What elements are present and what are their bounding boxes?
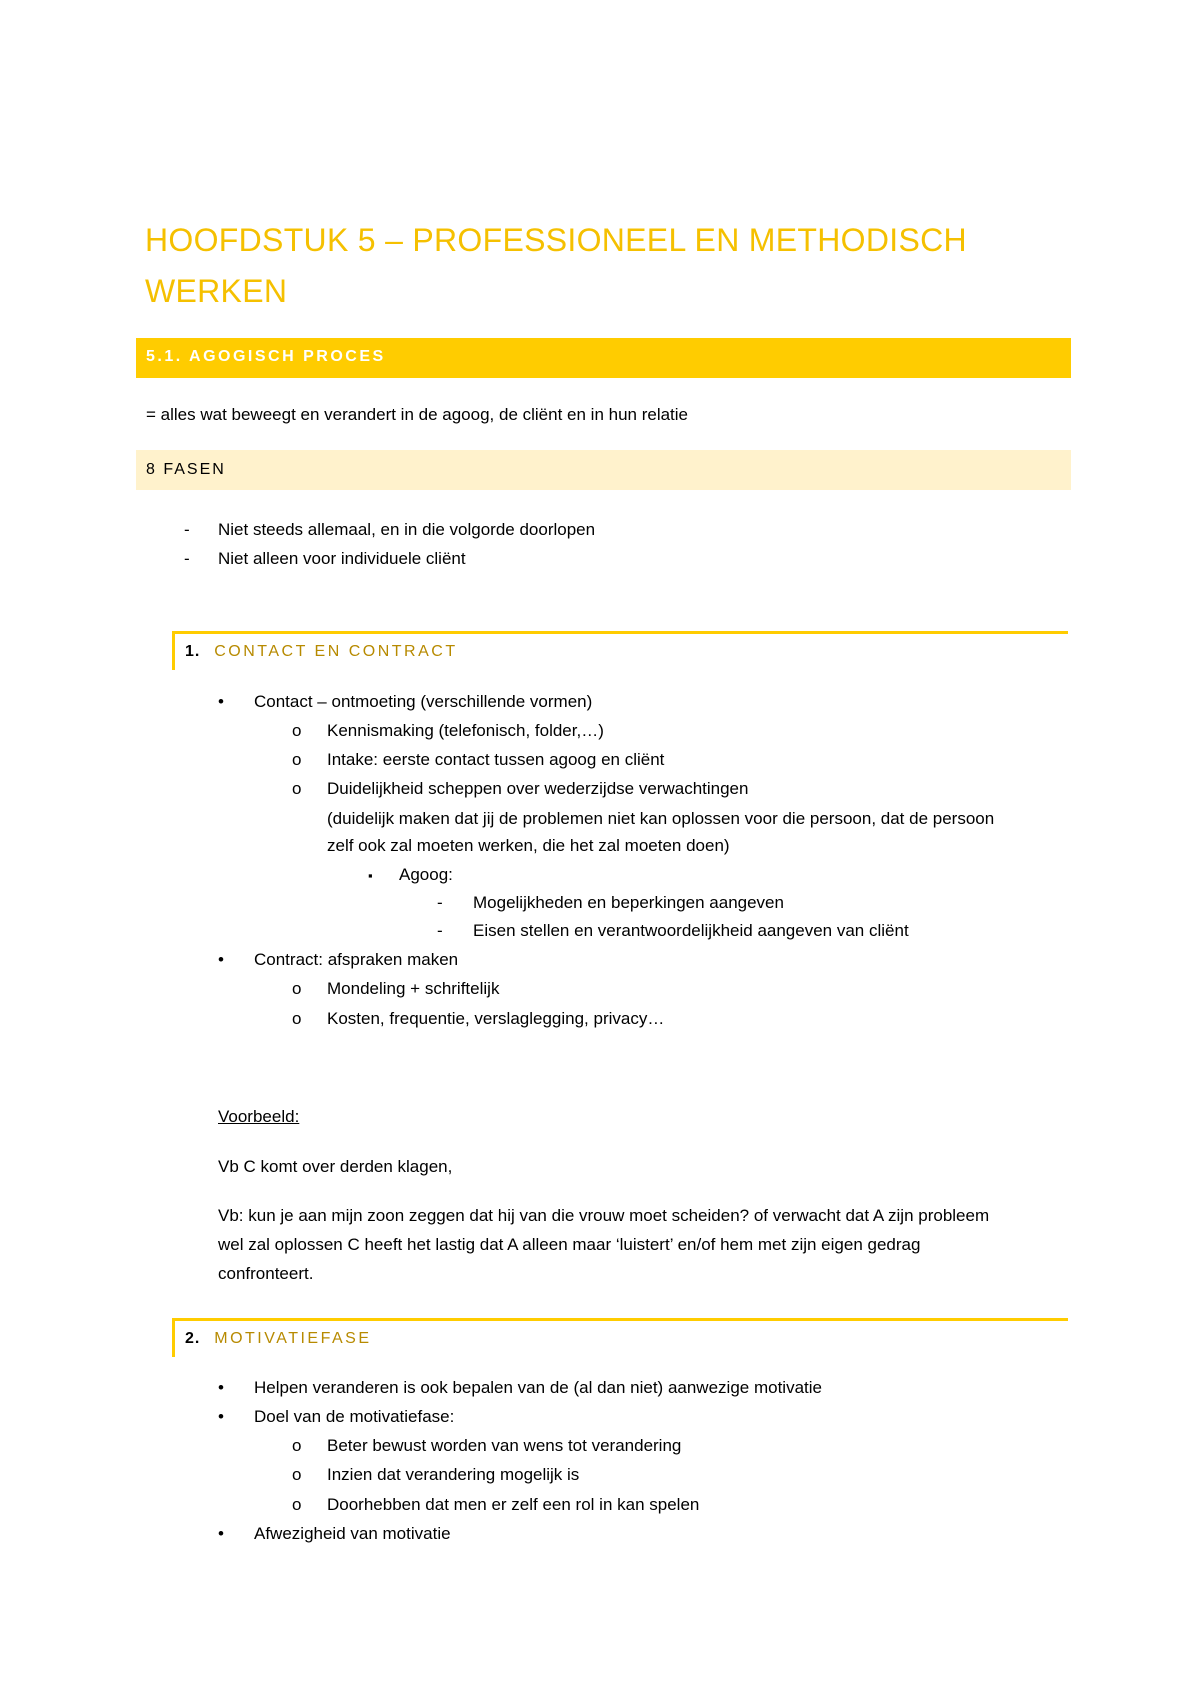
circle-marker: o [292,1495,302,1514]
list-item: Agoog: [399,865,453,884]
list-item: Kennismaking (telefonisch, folder,…) [327,721,604,740]
list-item: Kosten, frequentie, verslaglegging, privacy… [327,1009,665,1028]
note-text: zelf ook zal moeten werken, die het zal moeten doen) [327,836,730,855]
list-item: Doel van de motivatiefase: [254,1407,455,1426]
example-text: confronteert. [218,1264,314,1283]
circle-marker: o [292,779,302,798]
circle-marker: o [292,1009,302,1028]
list-item: Doorhebben dat men er zelf een rol in kan spelen [327,1495,700,1514]
list-item: Mondeling + schriftelijk [327,979,500,998]
list-item: Helpen veranderen is ook bepalen van de (al dan niet) aanwezige motivatie [254,1378,822,1397]
phase-1-title: CONTACT EN CONTRACT [214,643,458,660]
bullet-marker: • [218,1407,224,1426]
circle-marker: o [292,750,302,769]
list-item: Intake: eerste contact tussen agoog en cliënt [327,750,665,769]
bullet-marker: • [218,1524,224,1543]
list-item: Eisen stellen en verantwoordelijkheid aangeven van cliënt [473,921,909,940]
phase-1-number: 1. [185,643,201,660]
example-text: wel zal oplossen C heeft het lastig dat A alleen maar ‘luistert’ en/of hem met zijn eigen gedrag [218,1235,921,1254]
dash-marker: - [437,893,443,912]
chapter-title-line-1: HOOFDSTUK 5 – PROFESSIONEEL EN METHODISCH [145,222,967,258]
phase-2-title: MOTIVATIEFASE [214,1330,372,1347]
section-heading-text: 5.1. AGOGISCH PROCES [146,348,386,365]
example-text: Vb C komt over derden klagen, [218,1157,453,1176]
bullet-marker: • [218,1378,224,1397]
section-heading-bar [136,338,1071,378]
circle-marker: o [292,1436,302,1455]
list-item: Beter bewust worden van wens tot verandering [327,1436,682,1455]
phase-2-number: 2. [185,1330,201,1347]
list-item: Afwezigheid van motivatie [254,1524,451,1543]
example-text: Vb: kun je aan mijn zoon zeggen dat hij van die vrouw moet scheiden? of verwacht dat A zijn probleem [218,1206,990,1225]
list-item: Contact – ontmoeting (verschillende vormen) [254,692,593,711]
bullet-marker: • [218,692,224,711]
phase-2-heading [172,1318,1068,1357]
circle-marker: o [292,1465,302,1484]
subsection-heading-bar [136,450,1071,490]
list-item: Niet alleen voor individuele cliënt [218,549,466,568]
chapter-title-line-2: WERKEN [145,273,288,309]
subsection-heading-text: 8 FASEN [146,461,226,478]
list-item: Inzien dat verandering mogelijk is [327,1465,580,1484]
square-marker: ▪ [368,868,373,883]
circle-marker: o [292,721,302,740]
list-item: Contract: afspraken maken [254,950,459,969]
definition-text: = alles wat beweegt en verandert in de agoog, de cliënt en in hun relatie [146,405,689,424]
list-item: Duidelijkheid scheppen over wederzijdse verwachtingen [327,779,749,798]
note-text: (duidelijk maken dat jij de problemen niet kan oplossen voor die persoon, dat de persoon [327,809,995,828]
example-label: Voorbeeld: [218,1107,300,1126]
dash-marker: - [437,921,443,940]
dash-marker: - [184,549,190,568]
list-item: Mogelijkheden en beperkingen aangeven [473,893,784,912]
bullet-marker: • [218,950,224,969]
dash-marker: - [184,520,190,539]
circle-marker: o [292,979,302,998]
phase-1-heading [172,631,1068,670]
list-item: Niet steeds allemaal, en in die volgorde doorlopen [218,520,596,539]
